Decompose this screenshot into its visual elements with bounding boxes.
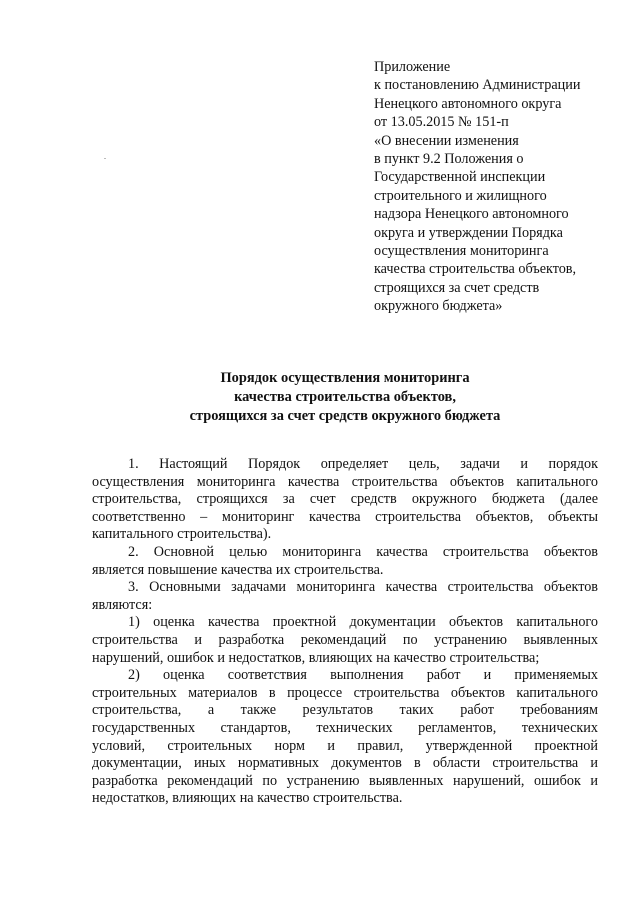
appendix-line: «О внесении изменения (374, 132, 519, 149)
appendix-line: окружного бюджета» (374, 298, 503, 315)
document-title (92, 369, 598, 426)
paragraph-line: 1) оценка качества проектной документации объектов капитального (128, 614, 598, 631)
paragraph-1 (92, 456, 598, 544)
appendix-line: Государственной инспекции (374, 169, 546, 186)
appendix-line: строящихся за счет средств (374, 279, 540, 296)
paragraph-line: условий, строительных норм и правил, утвержденной проектной (92, 737, 598, 754)
paragraph-line: государственных стандартов, технических регламентов, технических (92, 719, 598, 736)
paragraph-line: 2) оценка соответствия выполнения работ и применяемых (128, 667, 598, 684)
title-line: строящихся за счет средств окружного бюджета (189, 408, 501, 424)
appendix-line: к постановлению Администрации (374, 77, 581, 94)
appendix-line: Приложение (374, 59, 451, 75)
appendix-line: строительного и жилищного (374, 187, 547, 204)
appendix-block (374, 58, 614, 316)
title-line: Порядок осуществления мониторинга (220, 370, 470, 386)
title-line: качества строительства объектов, (234, 389, 456, 405)
paragraph-line: 2. Основной целью мониторинга качества строительства объектов (128, 543, 598, 560)
paragraph-line: капитального строительства). (92, 526, 272, 543)
appendix-line: в пункт 9.2 Положения о (374, 151, 524, 168)
paragraph-line: 3. Основными задачами мониторинга качества строительства объектов (128, 579, 598, 596)
appendix-line: Ненецкого автономного округа (374, 95, 562, 112)
paragraph-line: недостатков, влияющих на качество строительства. (92, 790, 403, 807)
scan-speck (104, 158, 106, 159)
paragraph-line: 1. Настоящий Порядок определяет цель, задачи и порядок (128, 456, 598, 472)
appendix-line: от 13.05.2015 № 151-п (374, 114, 509, 131)
paragraph-line: осуществления мониторинга качества строительства объектов капитального (92, 473, 598, 490)
paragraph-line: строительства, а также результатов таких работ требованиям (92, 702, 598, 719)
paragraph-line: строительных материалов в процессе строительства объектов капитального (92, 684, 598, 701)
paragraph-line: нарушений, ошибок и недостатков, влияющих на качество строительства; (92, 649, 540, 666)
document-body (92, 456, 598, 808)
paragraph-line: является повышение качества их строительства. (92, 561, 384, 578)
appendix-line: качества строительства объектов, (374, 261, 577, 278)
paragraph-line: строительства, строящихся за счет средств окружного бюджета (далее (92, 491, 598, 508)
paragraph-line: являются: (92, 596, 153, 613)
paragraph-line: разработка рекомендаций по устранению выявленных нарушений, ошибок и (92, 772, 598, 789)
appendix-line: округа и утверждении Порядка (374, 224, 563, 241)
list-item-1 (92, 614, 598, 667)
appendix-line: осуществления мониторинга (374, 243, 549, 260)
list-item-2 (92, 667, 598, 808)
paragraph-line: соответственно – мониторинг качества строительства объектов, объекты (92, 508, 598, 525)
paragraph-3 (92, 579, 598, 614)
paragraph-2 (92, 544, 598, 579)
paragraph-line: строительства и разработка рекомендаций по устранению выявленных (92, 631, 598, 648)
appendix-line: надзора Ненецкого автономного (374, 206, 569, 223)
paragraph-line: документации, иных нормативных документов в области строительства и (92, 755, 598, 772)
